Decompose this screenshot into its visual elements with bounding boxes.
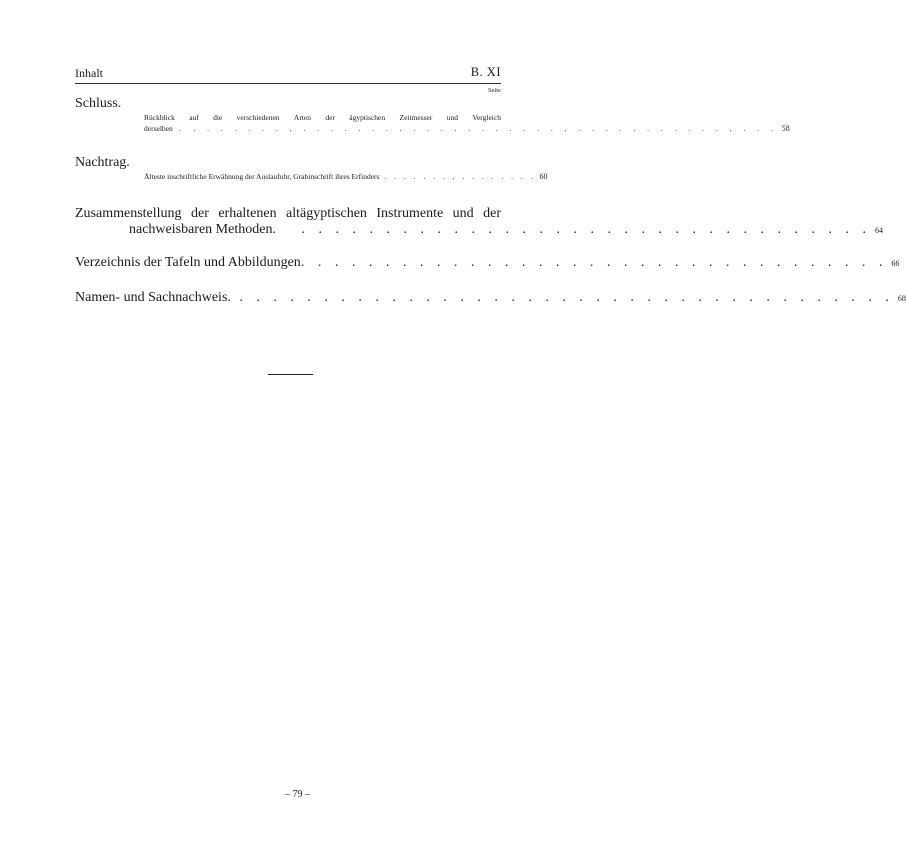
toc-entry-text: Älteste inschriftliche Erwähnung der Auslaufuhr, Grabinschrift ihres Erfinders xyxy=(144,172,380,181)
toc-word: die xyxy=(213,113,223,122)
toc-word: und xyxy=(446,113,458,122)
toc-word: ägyptischen xyxy=(349,113,386,122)
toc-entry-verzeichnis xyxy=(75,255,900,272)
toc-word: altägyptischen xyxy=(286,206,367,221)
toc-entry-zusammenstellung-line1 xyxy=(75,206,501,222)
toc-word: verschiedenen xyxy=(236,113,280,122)
dot-leader: . . . . . . . . . . . . . . . . . . . . . . . . . . . . . . . . . . . . . . . . . . . . xyxy=(172,124,778,133)
toc-word: der xyxy=(190,206,209,221)
toc-word: Zusammenstellung xyxy=(75,206,182,221)
toc-entry-text: derselben xyxy=(144,124,173,133)
toc-entry-zusammenstellung-line2 xyxy=(129,222,883,239)
toc-entry-schluss-line1 xyxy=(144,113,501,123)
running-header-right: B. XI xyxy=(470,65,501,79)
toc-word: auf xyxy=(189,113,199,122)
dot-leader: . . . . . . . . . . . . . . . . xyxy=(379,172,536,181)
toc-entry-nachtrag xyxy=(144,172,548,182)
toc-page-number: 68 xyxy=(897,294,906,303)
dot-leader: . . . . . . . . . . . . . . . . . . . . . . . . . . . . . . . . . . xyxy=(275,222,871,237)
toc-word: Zeitmesser xyxy=(399,113,433,122)
toc-page-number: 66 xyxy=(891,259,900,268)
toc-page-number: 58 xyxy=(781,124,790,133)
running-header-left: Inhalt xyxy=(75,66,103,80)
toc-section-title-schluss: Schluss. xyxy=(75,96,122,111)
toc-word: Rückblick xyxy=(144,113,175,122)
toc-word: erhaltenen xyxy=(218,206,277,221)
toc-page-number: 60 xyxy=(539,172,548,181)
toc-page-number: 64 xyxy=(874,226,883,235)
toc-word: Arten xyxy=(293,113,311,122)
header-rule xyxy=(75,83,501,84)
toc-entry-schluss-line2 xyxy=(144,124,790,134)
toc-entry-text: Verzeichnis der Tafeln und Abbildungen xyxy=(75,255,301,270)
dot-leader: . . . . . . . . . . . . . . . . . . . . . . . . . . . . . . . . . . . . . . . xyxy=(230,290,894,305)
toc-word: Vergleich xyxy=(472,113,501,122)
toc-entry-namen xyxy=(75,290,906,307)
toc-word: Instrumente xyxy=(376,206,444,221)
toc-word: der xyxy=(483,206,501,221)
toc-word: und xyxy=(452,206,474,221)
toc-entry-text: nachweisbaren Methoden. xyxy=(129,222,276,237)
toc-section-title-nachtrag: Nachtrag. xyxy=(75,155,130,170)
toc-word: der xyxy=(325,113,335,122)
dot-leader: . . . . . . . . . . . . . . . . . . . . . . . . . . . . . . . . . . . xyxy=(300,255,888,270)
page-number: – 79 – xyxy=(285,789,310,800)
page-column-label: Seite xyxy=(488,87,501,94)
toc-entry-text: Namen- und Sachnachweis. xyxy=(75,290,231,305)
closing-rule xyxy=(268,374,313,375)
